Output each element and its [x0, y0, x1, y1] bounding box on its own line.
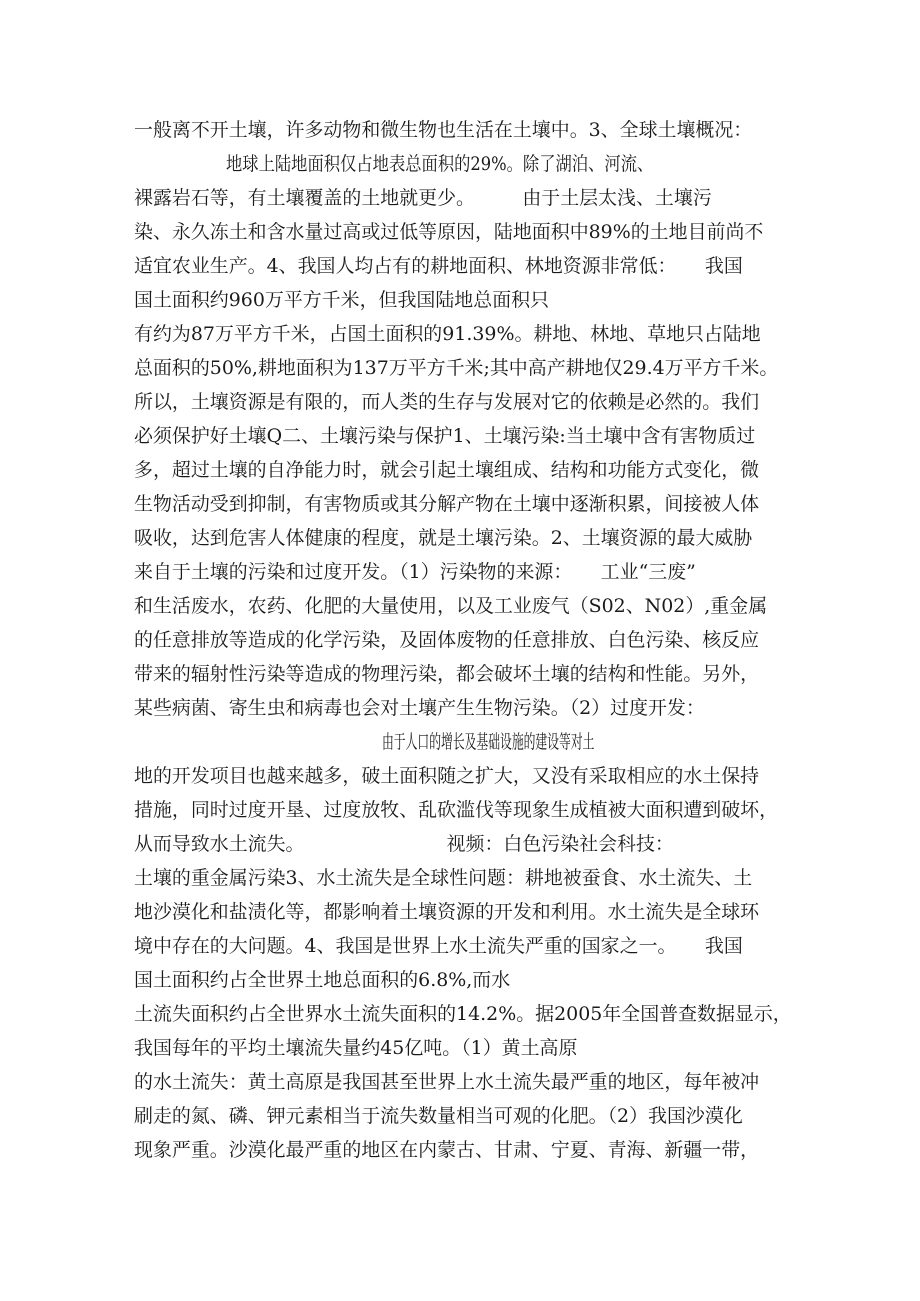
text-line: 地的开发项目也越来越多，破土面积随之扩大，又没有采取相应的水土保持	[134, 765, 760, 787]
text-line: 带来的辐射性污染等造成的物理污染，都会破坏土壤的结构和性能。另外，	[134, 663, 760, 685]
text-line: 来自于土壤的污染和过度开发。（1）污染物的来源： 工业“三废”	[134, 561, 696, 583]
text-line: 吸收，达到危害人体健康的程度，就是土壤污染。2、土壤资源的最大威胁	[134, 527, 753, 549]
text-line: 国土面积约占全世界土地总面积的6.8%,而水	[134, 969, 511, 991]
text-line: 多，超过土壤的自净能力时，就会引起土壤组成、结构和功能方式变化，微	[134, 459, 760, 481]
text-line: 适宜农业生产。4、我国人均占有的耕地面积、林地资源非常低： 我国	[134, 255, 743, 277]
text-line: 一般离不开土壤，许多动物和微生物也生活在土壤中。3、全球土壤概况：	[134, 119, 753, 141]
text-line: 裸露岩石等，有土壤覆盖的土地就更少。 由于土层太浅、土壤污	[134, 187, 712, 209]
text-line: 总面积的50%,耕地面积为137万平方千米;其中高产耕地仅29.4万平方千米。	[134, 357, 779, 379]
text-line: 必须保护好土壤Q二、土壤污染与保护1、土壤污染:当土壤中含有害物质过	[134, 425, 756, 447]
text-line: 我国每年的平均土壤流失量约45亿吨。（1）黄土高原	[134, 1037, 578, 1059]
text-line: 土壤的重金属污染3、水土流失是全球性问题：耕地被蚕食、水土流失、土	[134, 867, 753, 889]
text-line: 和生活废水，农药、化肥的大量使用，以及工业废气（S02、N02）,重金属	[134, 595, 768, 617]
text-line: 由于人口的增长及基础设施的建设等对土	[382, 731, 595, 753]
text-line: 地沙漠化和盐渍化等，都影响着土壤资源的开发和利用。水土流失是全球环	[134, 901, 760, 923]
text-line: 境中存在的大问题。4、我国是世界上水土流失严重的国家之一。 我国	[134, 935, 743, 957]
text-line: 地球上陆地面积仅占地表总面积的29%。除了湖泊、河流、	[226, 153, 654, 175]
text-line: 国土面积约960万平方千米，但我国陆地总面积只	[134, 289, 550, 311]
text-line: 生物活动受到抑制，有害物质或其分解产物在土壤中逐渐积累，间接被人体	[134, 493, 760, 515]
text-line: 刷走的氮、磷、钾元素相当于流失数量相当可观的化肥。（2）我国沙漠化	[134, 1105, 743, 1127]
text-line: 某些病菌、寄生虫和病毒也会对土壤产生生物污染。（2）过度开发：	[134, 697, 705, 719]
text-line: 有约为87万平方千米，占国土面积的91.39%。耕地、林地、草地只占陆地	[134, 323, 761, 345]
text-line: 的水土流失：黄土高原是我国甚至世界上水土流失最严重的地区，每年被冲	[134, 1071, 760, 1093]
text-line: 所以，土壤资源是有限的，而人类的生存与发展对它的依赖是必然的。我们	[134, 391, 760, 413]
text-line: 从而导致水土流失。 视频：白色污染社会科技：	[134, 833, 674, 855]
text-line: 土流失面积约占全世界水土流失面积的14.2%。据2005年全国普查数据显示，	[134, 1003, 792, 1025]
text-line: 措施，同时过度开垦、过度放牧、乱砍滥伐等现象生成植被大面积遭到破坏，	[134, 799, 779, 821]
text-line: 的任意排放等造成的化学污染，及固体废物的任意排放、白色污染、核反应	[134, 629, 760, 651]
text-line: 染、永久冻土和含水量过高或过低等原因，陆地面积中89%的土地目前尚不	[134, 221, 764, 243]
text-line: 现象严重。沙漠化最严重的地区在内蒙古、甘肃、宁夏、青海、新疆一带，	[134, 1139, 760, 1161]
